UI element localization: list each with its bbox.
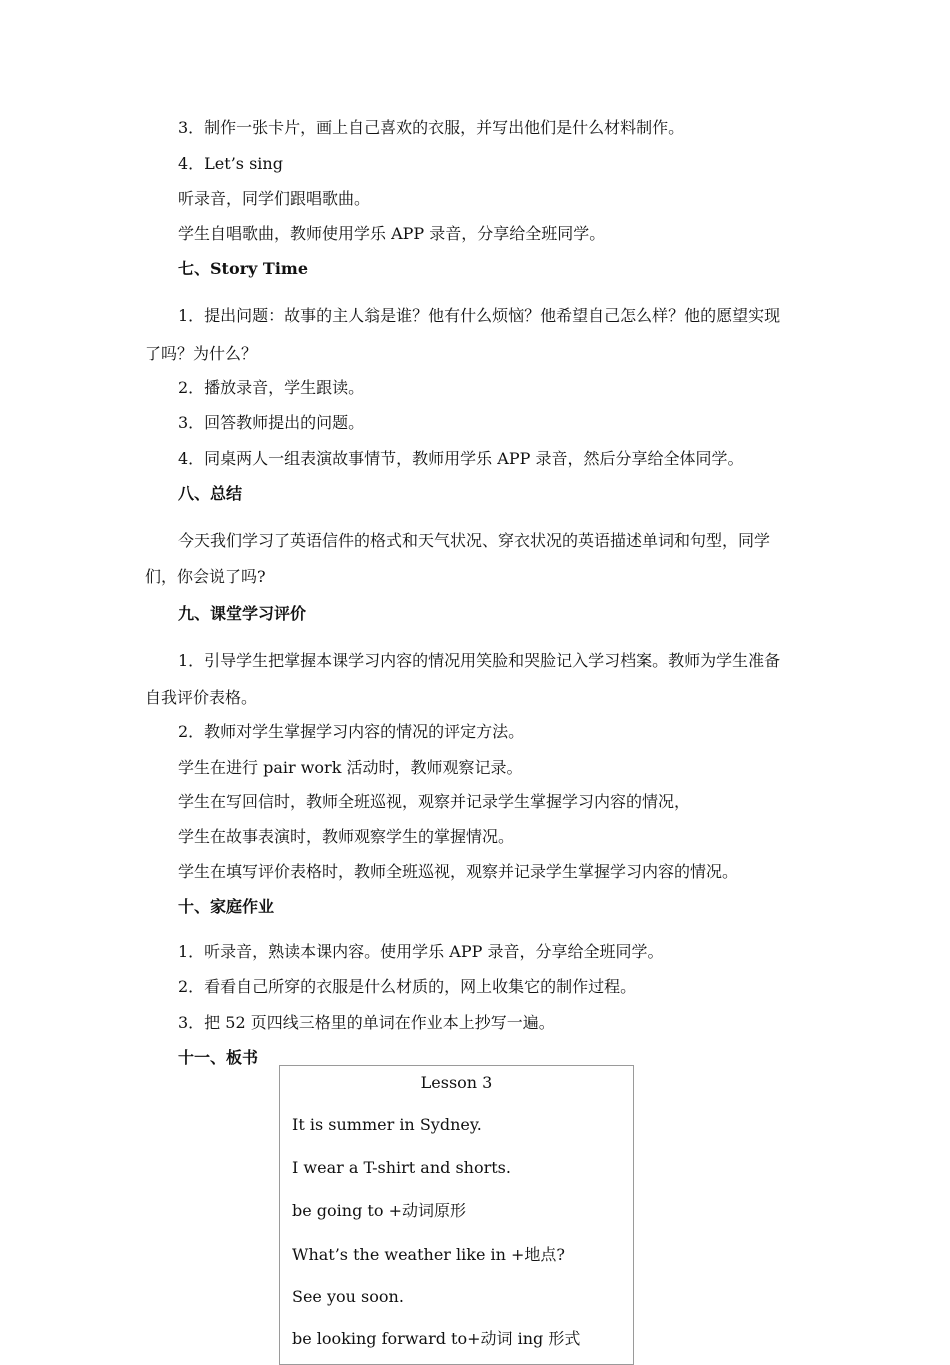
section11-heading: 十一、板书 bbox=[178, 1048, 259, 1067]
section10-heading: 十、家庭作业 bbox=[178, 897, 275, 916]
section8-paragraph-line2: 们，你会说了吗? bbox=[145, 567, 266, 586]
blackboard-line: I wear a T-shirt and shorts. bbox=[292, 1158, 511, 1177]
section6-item4: 4．Let’s sing bbox=[178, 154, 283, 173]
section9-item2: 2．教师对学生掌握学习内容的情况的评定方法。 bbox=[178, 722, 525, 741]
blackboard-title: Lesson 3 bbox=[420, 1073, 493, 1092]
section9-item1-line1: 1．引导学生把掌握本课学习内容的情况用笑脸和哭脸记入学习档案。教师为学生准备 bbox=[178, 651, 781, 670]
section9-paragraph-4: 学生在填写评价表格时，教师全班巡视，观察并记录学生掌握学习内容的情况。 bbox=[178, 862, 739, 881]
section7-heading: 七、Story Time bbox=[178, 259, 309, 278]
section10-item3: 3．把 52 页四线三格里的单词在作业本上抄写一遍。 bbox=[178, 1013, 555, 1032]
section7-item4: 4．同桌两人一组表演故事情节，教师用学乐 APP 录音，然后分享给全体同学。 bbox=[178, 449, 744, 468]
blackboard-line: be going to +动词原形 bbox=[292, 1201, 466, 1220]
section9-paragraph-1: 学生在进行 pair work 活动时，教师观察记录。 bbox=[178, 758, 523, 777]
blackboard-line: What’s the weather like in +地点? bbox=[292, 1245, 566, 1264]
section7-item1-line2: 了吗？为什么？ bbox=[145, 344, 258, 363]
section9-paragraph-2: 学生在写回信时，教师全班巡视，观察并记录学生掌握学习内容的情况， bbox=[178, 792, 691, 811]
blackboard-line: be looking forward to+动词 ing 形式 bbox=[292, 1329, 581, 1348]
section9-heading: 九、课堂学习评价 bbox=[178, 604, 307, 623]
section10-item1: 1．听录音，熟读本课内容。使用学乐 APP 录音，分享给全班同学。 bbox=[178, 942, 664, 961]
section9-paragraph-3: 学生在故事表演时，教师观察学生的掌握情况。 bbox=[178, 827, 515, 846]
section7-item3: 3．回答教师提出的问题。 bbox=[178, 413, 365, 432]
blackboard-line: It is summer in Sydney. bbox=[292, 1115, 482, 1134]
section8-paragraph-line1: 今天我们学习了英语信件的格式和天气状况、穿衣状况的英语描述单词和句型，同学 bbox=[178, 531, 771, 550]
section6-item4-paragraph-2: 学生自唱歌曲，教师使用学乐 APP 录音，分享给全班同学。 bbox=[178, 224, 606, 243]
section6-item3: 3．制作一张卡片，画上自己喜欢的衣服，并写出他们是什么材料制作。 bbox=[178, 118, 685, 137]
section9-item1-line2: 自我评价表格。 bbox=[145, 688, 258, 707]
section10-item2: 2．看看自己所穿的衣服是什么材质的，网上收集它的制作过程。 bbox=[178, 977, 637, 996]
section7-item2: 2．播放录音，学生跟读。 bbox=[178, 378, 365, 397]
blackboard-line: See you soon. bbox=[292, 1287, 404, 1306]
section8-heading: 八、总结 bbox=[178, 484, 243, 503]
section7-item1-line1: 1．提出问题：故事的主人翁是谁？他有什么烦恼？他希望自己怎么样？他的愿望实现 bbox=[178, 306, 781, 325]
section6-item4-paragraph-1: 听录音，同学们跟唱歌曲。 bbox=[178, 189, 371, 208]
blackboard-box bbox=[279, 1065, 634, 1365]
